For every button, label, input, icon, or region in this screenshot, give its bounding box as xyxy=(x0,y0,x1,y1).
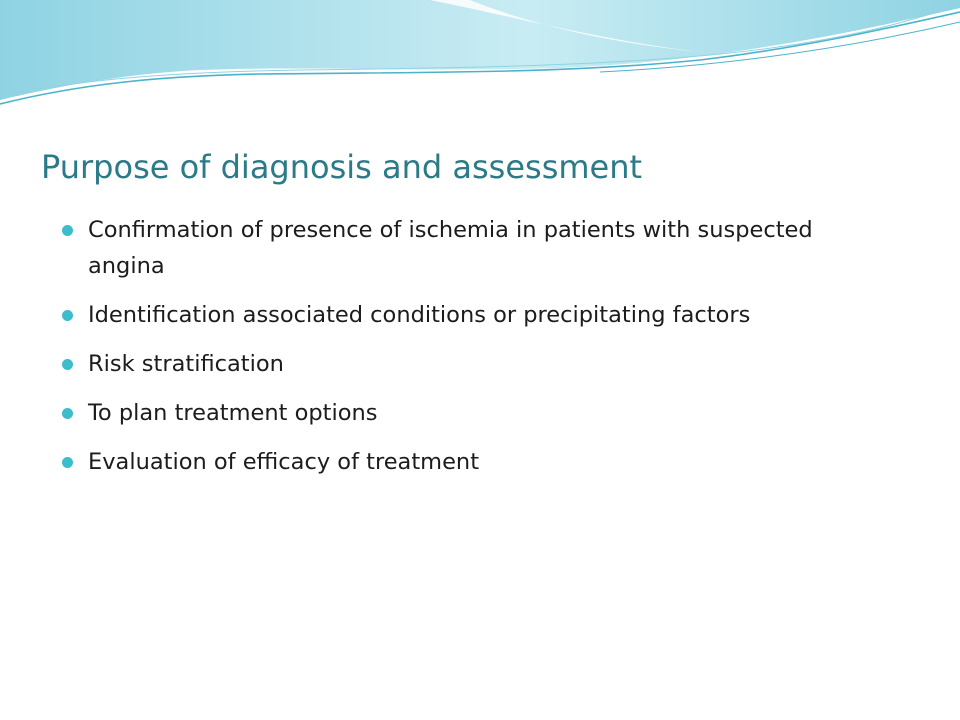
bullet-item xyxy=(62,346,862,382)
bullet-text: Confirmation of presence of ischemia in patients with suspected angina xyxy=(88,217,813,279)
bullet-item xyxy=(62,395,862,431)
header-wave-decoration xyxy=(0,0,960,120)
bullet-item xyxy=(62,444,862,480)
bullet-list xyxy=(62,212,862,493)
bullet-dot-icon xyxy=(62,359,73,370)
bullet-text: To plan treatment options xyxy=(88,400,378,426)
bullet-text: Identification associated conditions or precipitating factors xyxy=(88,302,751,328)
bullet-dot-icon xyxy=(62,225,73,236)
bullet-dot-icon xyxy=(62,310,73,321)
bullet-text: Evaluation of efficacy of treatment xyxy=(88,449,480,475)
slide-title: Purpose of diagnosis and assessment xyxy=(41,148,643,186)
bullet-dot-icon xyxy=(62,457,73,468)
bullet-item xyxy=(62,212,828,284)
bullet-dot-icon xyxy=(62,408,73,419)
bullet-text: Risk stratification xyxy=(88,351,284,377)
bullet-item xyxy=(62,297,828,333)
